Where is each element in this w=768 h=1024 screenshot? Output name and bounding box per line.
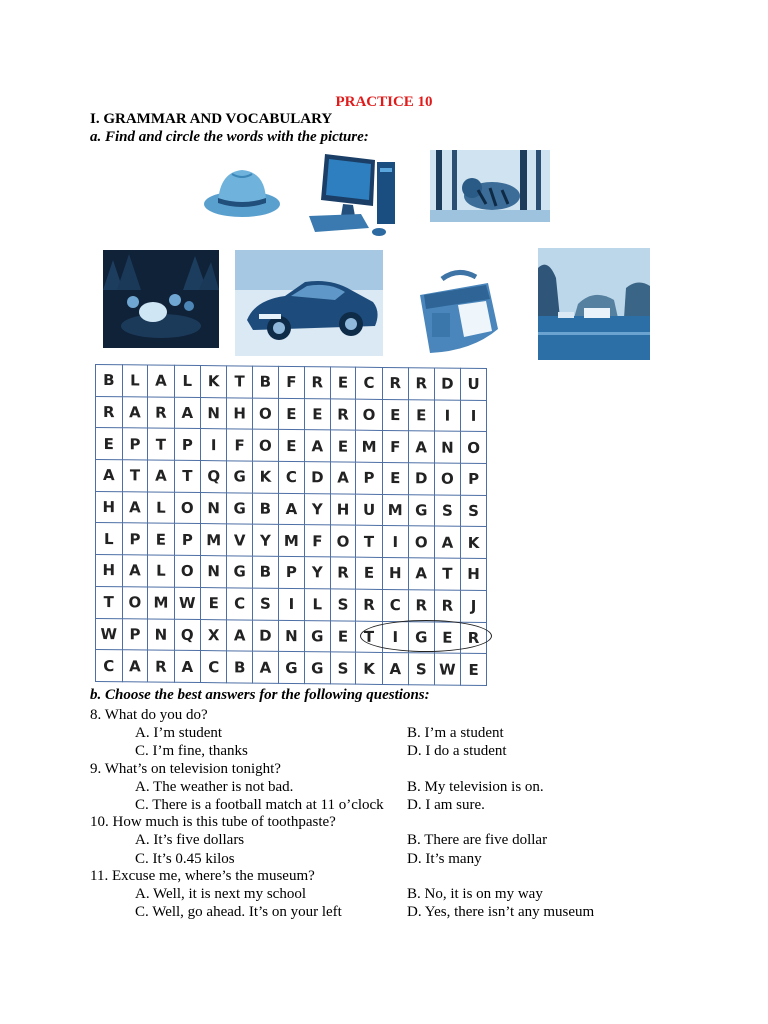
grid-cell: H [330,494,356,526]
grid-cell: E [96,428,123,460]
option-8d: D. I do a student [407,743,507,759]
grid-cell: H [382,558,408,590]
option-11b: B. No, it is on my way [407,886,543,902]
grid-cell: I [201,429,227,461]
grid-cell: S [330,652,356,684]
grid-cell: K [356,652,382,684]
option-9c: C. There is a football match at 11 o’clock [135,797,384,813]
option-11d: D. Yes, there isn’t any museum [407,904,595,920]
computer-icon [303,150,401,238]
grid-cell: S [461,495,487,527]
grid-cell: B [253,556,279,588]
grid-cell: X [201,619,227,651]
grid-cell: G [278,652,304,684]
grid-cell: N [201,397,227,429]
grid-cell: R [408,590,434,622]
grid-cell: P [356,462,382,494]
grid-cell: L [174,365,201,397]
grid-cell: O [174,555,201,587]
grid-cell: A [227,619,253,651]
grid-cell: Y [253,525,279,557]
option-10c: C. It’s 0.45 kilos [135,851,235,867]
question-10: 10. How much is this tube of toothpaste? [90,814,336,830]
grid-cell: G [227,493,253,525]
question-8: 8. What do you do? [90,707,208,723]
grid-cell: I [461,400,487,432]
grid-cell: A [304,430,330,462]
grid-cell: N [278,620,304,652]
grid-cell: R [408,368,434,400]
grid-cell: E [148,523,174,555]
grid-cell: P [122,428,148,460]
grid-row [96,364,487,400]
grid-cell: P [461,463,487,495]
grid-cell: S [434,495,461,527]
car-icon [235,250,383,356]
grid-row [96,396,487,432]
option-10a: A. It’s five dollars [135,832,245,848]
grid-cell: B [227,651,253,683]
grid-cell: F [382,431,408,463]
grid-cell: C [201,651,227,683]
tiger-circle-mark [360,620,492,652]
grid-cell: A [382,653,408,685]
grid-cell: C [356,367,382,399]
grid-cell: H [96,491,123,523]
option-11c: C. Well, go ahead. It’s on your left [135,904,342,920]
grid-cell: O [461,432,487,464]
grid-cell: C [227,588,253,620]
grid-cell: T [434,558,461,590]
grid-cell: A [174,650,201,682]
grid-cell: R [148,650,174,682]
option-8c: C. I’m fine, thanks [135,743,248,759]
grid-cell: A [434,526,461,558]
grid-cell: J [461,590,487,622]
grid-row [96,555,487,591]
option-9b: B. My television is on. [407,779,544,795]
grid-cell: O [122,587,148,619]
grid-row [96,428,487,464]
grid-cell: S [330,589,356,621]
grid-cell: L [96,523,123,555]
grid-cell: V [227,524,253,556]
grid-cell: P [122,618,148,650]
grid-cell: P [278,556,304,588]
grid-cell: A [122,650,148,682]
bay-icon [538,248,650,360]
grid-cell: N [434,431,461,463]
grid-row [96,491,487,527]
grid-cell: M [382,494,408,526]
grid-cell: W [96,618,123,650]
grid-cell: L [122,365,148,397]
grid-cell: E [356,557,382,589]
grid-cell: R [330,557,356,589]
grid-cell: P [174,429,201,461]
grid-cell: K [253,461,279,493]
question-9: 9. What’s on television tonight? [90,761,281,777]
grid-cell: B [253,366,279,398]
grid-cell: M [278,525,304,557]
grid-cell: S [253,588,279,620]
grid-cell: E [408,399,434,431]
grid-cell: D [304,462,330,494]
grid-cell: A [122,491,148,523]
hat-icon [200,160,285,225]
grid-cell: O [330,525,356,557]
grid-cell: F [304,525,330,557]
grid-cell: O [408,526,434,558]
grid-cell: T [148,428,174,460]
grid-cell: O [174,492,201,524]
grid-cell: T [356,526,382,558]
grid-cell: A [174,397,201,429]
grid-cell: T [174,460,201,492]
campfire-picture [103,250,219,348]
part-a-instruction: a. Find and circle the words with the picture: [90,129,369,145]
grid-cell: M [201,524,227,556]
grid-cell: T [96,586,123,618]
grid-cell: U [356,494,382,526]
grid-cell: A [408,431,434,463]
grid-cell: R [461,622,487,654]
option-9a: A. The weather is not bad. [135,779,294,795]
hat-picture [200,160,285,225]
grid-cell: C [96,650,123,682]
grid-cell: F [278,366,304,398]
option-11a: A. Well, it is next my school [135,886,307,902]
grid-cell: W [434,653,461,685]
grid-cell: D [253,620,279,652]
grid-cell: W [174,587,201,619]
grid-cell: E [278,398,304,430]
tiger-picture [430,150,550,222]
grid-cell: H [96,555,123,587]
option-8b: B. I’m a student [407,725,504,741]
grid-cell: A [330,462,356,494]
grid-cell: O [434,463,461,495]
grid-cell: P [174,524,201,556]
grid-cell: E [304,398,330,430]
grid-cell: A [122,555,148,587]
grid-cell: Q [174,619,201,651]
grid-cell: R [382,367,408,399]
grid-cell: O [253,398,279,430]
grid-cell: I [382,621,408,653]
grid-cell: E [330,620,356,652]
option-10d: D. It’s many [407,851,482,867]
grid-cell: E [278,430,304,462]
grid-cell: R [356,589,382,621]
grid-cell: O [356,399,382,431]
grid-cell: T [227,366,253,398]
grid-cell: M [356,431,382,463]
car-picture [235,250,383,356]
grid-cell: A [122,396,148,428]
grid-cell: U [461,368,487,400]
grid-cell: I [278,588,304,620]
grid-cell: G [408,494,434,526]
grid-cell: A [278,493,304,525]
grid-cell: L [148,555,174,587]
grid-cell: L [304,588,330,620]
grid-cell: A [96,460,123,492]
grid-cell: O [253,429,279,461]
computer-picture [303,150,401,238]
grid-cell: G [304,620,330,652]
grid-cell: R [330,399,356,431]
grid-cell: E [330,367,356,399]
grid-cell: E [201,587,227,619]
grid-cell: E [461,653,487,685]
grid-cell: M [148,587,174,619]
grid-cell: E [382,399,408,431]
bag-icon [412,265,504,357]
grid-cell: A [148,460,174,492]
grid-cell: T [356,621,382,653]
bag-picture [412,265,504,357]
grid-row [96,460,487,496]
grid-row [96,586,487,622]
grid-cell: D [434,368,461,400]
grid-cell: B [96,364,123,396]
grid-cell: K [201,366,227,398]
campfire-icon [103,250,219,348]
grid-cell: I [434,400,461,432]
tiger-icon [430,150,550,222]
grid-cell: K [461,527,487,559]
grid-cell: R [434,590,461,622]
grid-cell: E [382,463,408,495]
grid-cell: Y [304,493,330,525]
grid-cell: A [148,365,174,397]
grid-cell: B [253,493,279,525]
grid-cell: G [408,621,434,653]
grid-cell: G [304,652,330,684]
grid-cell: T [122,460,148,492]
grid-cell: C [382,589,408,621]
grid-cell: G [227,556,253,588]
grid-cell: Y [304,557,330,589]
grid-cell: Q [201,461,227,493]
halong-bay-picture [538,248,650,360]
grid-cell: L [148,492,174,524]
grid-cell: A [408,558,434,590]
grid-cell: D [408,463,434,495]
grid-cell: I [382,526,408,558]
worksheet-title: PRACTICE 10 [335,94,433,110]
grid-cell: E [434,621,461,653]
grid-cell: H [227,398,253,430]
question-11: 11. Excuse me, where’s the museum? [90,868,315,884]
section-heading-grammar: I. GRAMMAR AND VOCABULARY [90,111,333,127]
part-b-instruction: b. Choose the best answers for the following questions: [90,687,430,703]
grid-cell: P [122,523,148,555]
grid-cell: C [278,461,304,493]
option-10b: B. There are five dollar [407,832,548,848]
grid-cell: N [148,619,174,651]
grid-cell: S [408,653,434,685]
grid-row [96,523,487,559]
grid-cell: A [253,651,279,683]
grid-cell: R [96,396,123,428]
option-8a: A. I’m student [135,725,223,741]
grid-cell: H [461,558,487,590]
grid-cell: E [330,430,356,462]
option-9d: D. I am sure. [407,797,485,813]
grid-cell: N [201,556,227,588]
grid-cell: R [304,367,330,399]
grid-cell: N [201,492,227,524]
grid-cell: G [227,461,253,493]
grid-cell: F [227,429,253,461]
grid-cell: R [148,397,174,429]
grid-row [96,650,487,686]
